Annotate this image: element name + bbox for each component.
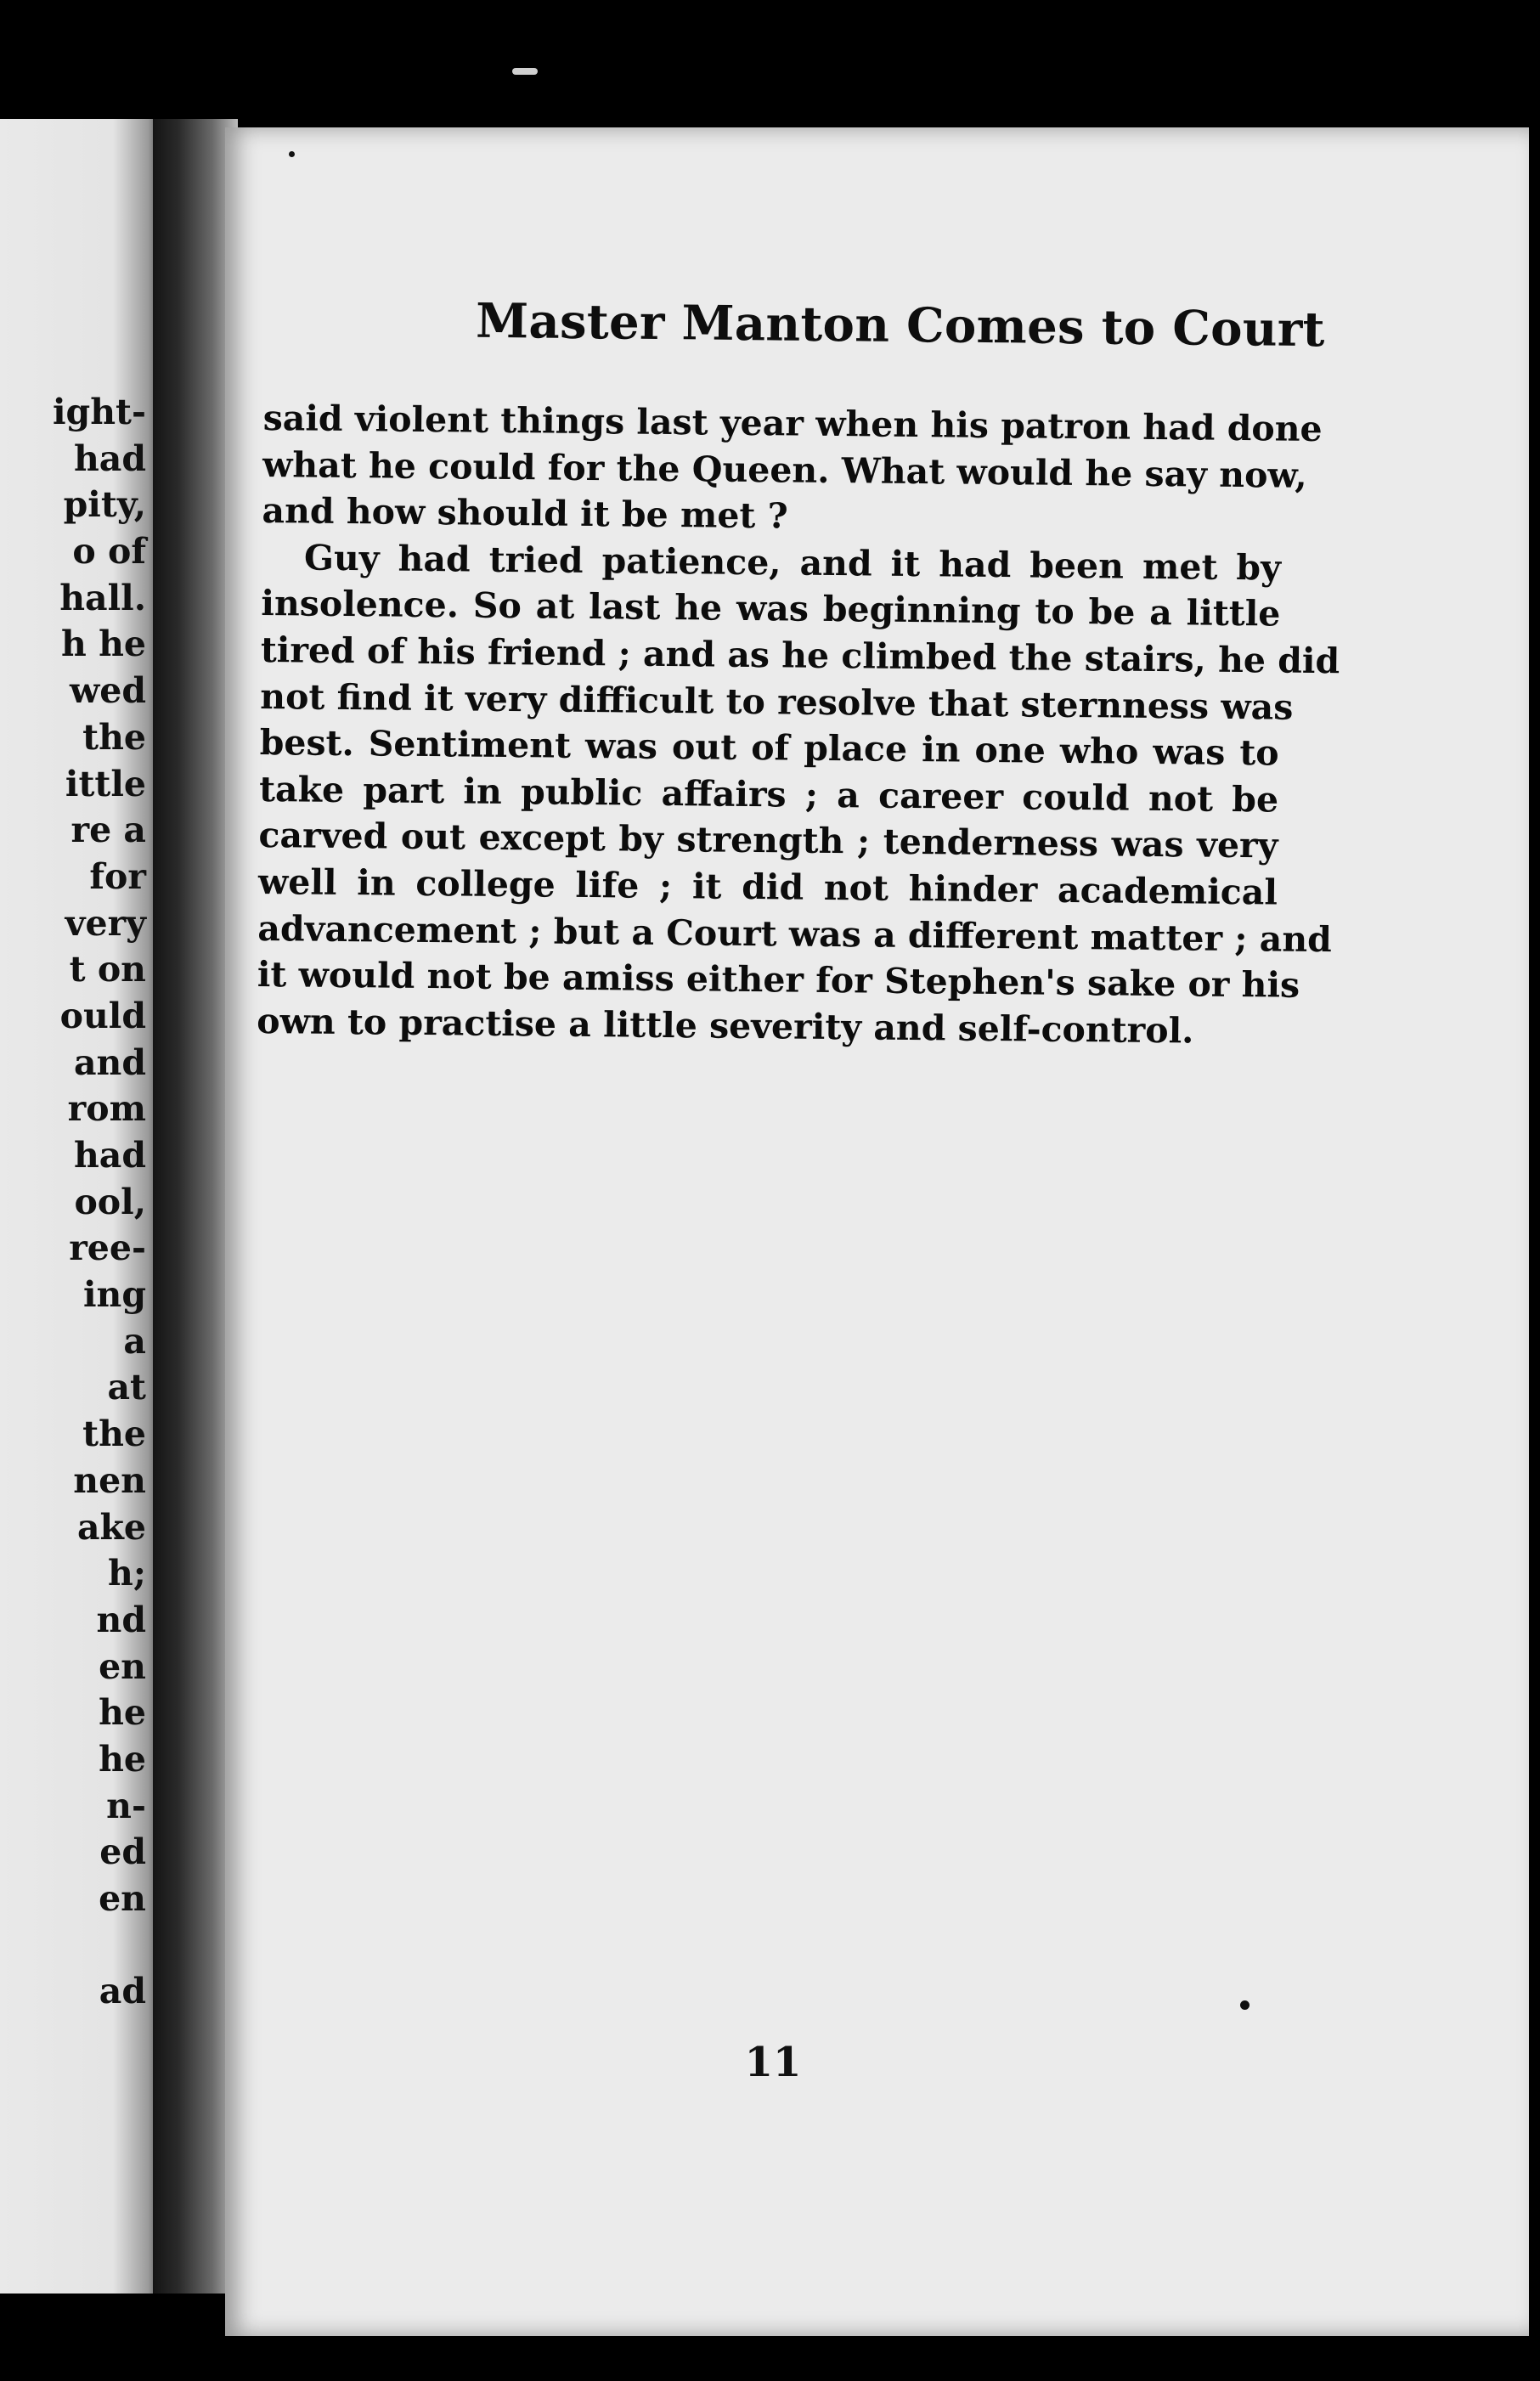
right-page xyxy=(225,127,1529,2336)
left-fragment: en xyxy=(99,1645,146,1687)
left-fragment: ed xyxy=(99,1831,146,1873)
running-head: Master Manton Comes to Court xyxy=(475,292,1326,358)
dust-speck xyxy=(512,68,538,75)
left-fragment: n- xyxy=(106,1785,146,1826)
left-fragment: nen xyxy=(73,1459,146,1501)
text-line: tired of his friend ; and as he climbed the stairs, he did xyxy=(260,629,1340,682)
dust-speck xyxy=(1240,2000,1249,2010)
left-fragment: he xyxy=(99,1692,146,1734)
left-fragment: wed xyxy=(69,670,146,712)
left-fragment: had xyxy=(73,1135,146,1176)
left-fragment: ad xyxy=(99,1971,146,2012)
dust-speck xyxy=(289,151,295,157)
left-fragment: hall. xyxy=(59,577,146,618)
text-line: own to practise a little severity and self-control. xyxy=(257,1000,1194,1052)
text-line: and how should it be met ? xyxy=(262,490,788,537)
left-fragment: for xyxy=(89,855,146,897)
text-line: said violent things last year when his patron had done xyxy=(262,397,1323,450)
left-fragment: he xyxy=(99,1738,146,1780)
left-fragment: rom xyxy=(67,1088,146,1130)
left-page xyxy=(0,119,161,2294)
left-fragment xyxy=(10,1922,146,1969)
text-line: it would not be amiss either for Stephen's sake or his xyxy=(257,954,1300,1006)
text-line: advancement ; but a Court was a different matter ; and xyxy=(257,907,1333,960)
left-fragment: nd xyxy=(96,1599,146,1640)
left-fragment: pity, xyxy=(63,484,146,526)
left-fragment: the xyxy=(82,1413,146,1455)
left-fragment: the xyxy=(82,716,146,758)
left-fragment: a xyxy=(123,1320,146,1362)
text-line: insolence. So at last he was beginning to be a little xyxy=(261,583,1281,635)
left-fragment: ittle xyxy=(65,763,146,804)
left-fragment: o of xyxy=(72,531,146,573)
text-line: well in college life ; it did not hinder academical xyxy=(257,860,1278,913)
left-fragment: ing xyxy=(82,1274,146,1316)
text-line: Guy had tried patience, and it had been met by xyxy=(303,537,1282,589)
left-fragment: h; xyxy=(108,1553,146,1594)
left-fragment: ree- xyxy=(69,1227,146,1269)
left-fragment: ool, xyxy=(74,1181,146,1222)
text-line: take part in public affairs ; a career could not be xyxy=(258,768,1279,821)
left-fragment: ake xyxy=(76,1506,146,1548)
page-number: 11 xyxy=(744,2039,802,2086)
left-fragment: had xyxy=(73,437,146,479)
left-fragment: and xyxy=(73,1041,146,1083)
left-fragment: at xyxy=(107,1367,146,1408)
left-page-text-fragments xyxy=(10,389,146,2015)
left-fragment: very xyxy=(65,902,146,944)
left-fragment: h he xyxy=(61,623,146,665)
left-fragment: re a xyxy=(71,810,146,851)
left-fragment: t on xyxy=(69,949,146,990)
left-fragment: en xyxy=(99,1878,146,1919)
left-fragment: ould xyxy=(59,995,146,1036)
left-fragment: ight- xyxy=(52,392,146,432)
text-line: best. Sentiment was out of place in one who was to xyxy=(259,722,1279,774)
text-line: what he could for the Queen. What would he say now, xyxy=(262,443,1307,496)
text-line: carved out except by strength ; tenderness was very xyxy=(258,815,1278,866)
page-body-text xyxy=(257,395,1340,1055)
text-line: not find it very difficult to resolve that sternness was xyxy=(260,675,1294,728)
